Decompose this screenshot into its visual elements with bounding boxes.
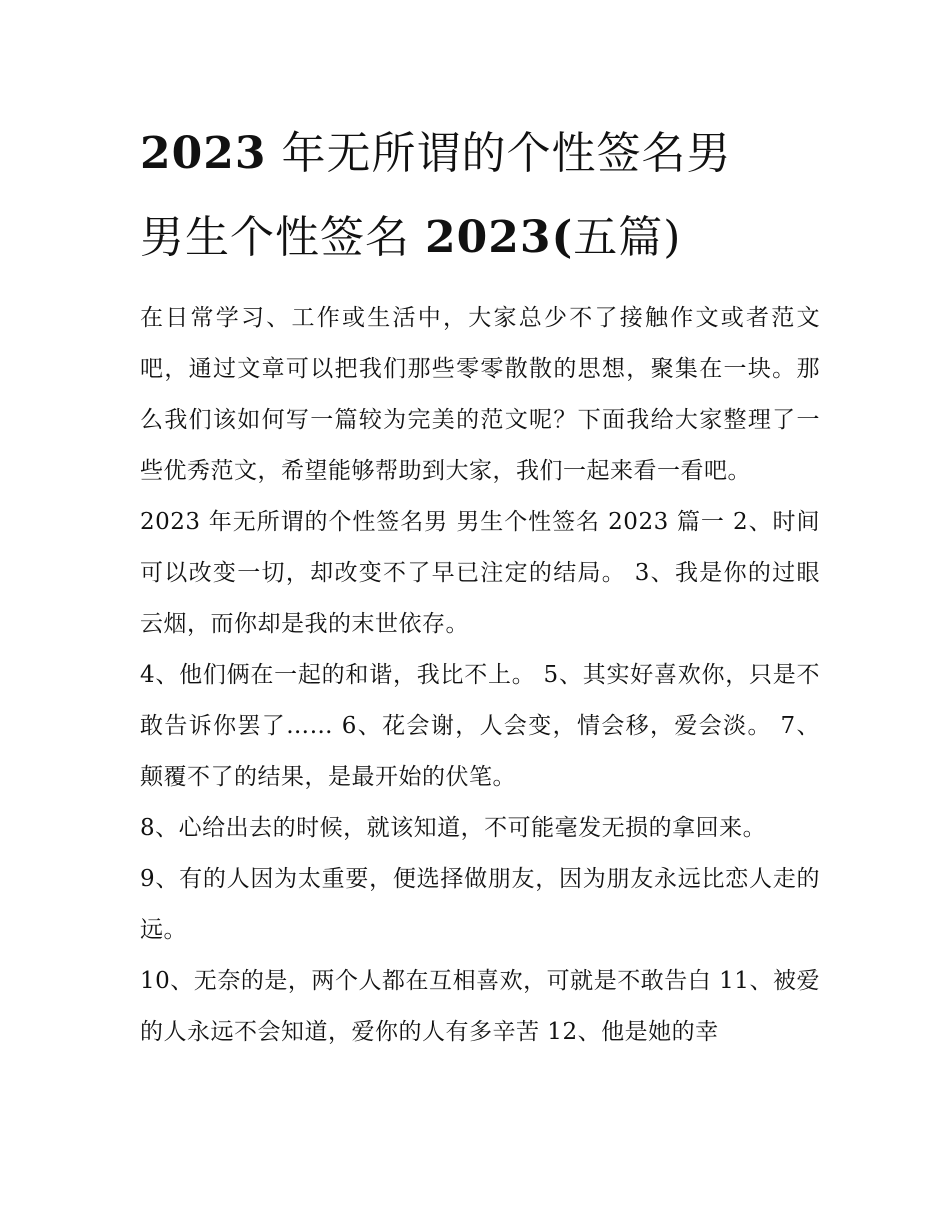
document-page [140,112,820,1058]
paragraph-4: 9、有的人因为太重要，便选择做朋友，因为朋友永远比恋人走的远。 [140,866,820,944]
title-line2-text: 男生个性签名 [140,211,410,263]
title-year: 2023 [140,128,267,179]
document-title [140,112,820,279]
paragraph-3: 8、心给出去的时候，就该知道，不可能毫发无损的拿回来。 [140,815,767,842]
paragraph-intro: 在日常学习、工作或生活中，大家总少不了接触作文或者范文吧，通过文章可以把我们那些零零散散的思想，聚集在一块。那么我们该如何写一篇较为完美的范文呢？下面我给大家整理了一些优秀范文，希望能够帮助到大家，我们一起来看一看吧。 [140,305,820,485]
title-line1-text: 年无所谓的个性签名男 [281,128,732,179]
title-line2-year: 2023( [425,211,574,263]
paragraph-1: 2023 年无所谓的个性签名男 男生个性签名 2023 篇一 2、时间可以改变一切，却改变不了早已注定的结局。 3、我是你的过眼云烟，而你却是我的末世依存。 [140,509,820,638]
paragraph-5: 10、无奈的是，两个人都在互相喜欢，可就是不敢告白 11、被爱的人永远不会知道，爱你的人有多辛苦 12、他是她的幸 [140,968,820,1046]
title-line2-tail: 五篇) [573,211,682,263]
paragraph-2: 4、他们俩在一起的和谐，我比不上。 5、其实好喜欢你，只是不敢告诉你罢了…… 6、花会谢，人会变，情会移，爱会淡。 7、颠覆不了的结果，是最开始的伏笔。 [140,662,820,791]
